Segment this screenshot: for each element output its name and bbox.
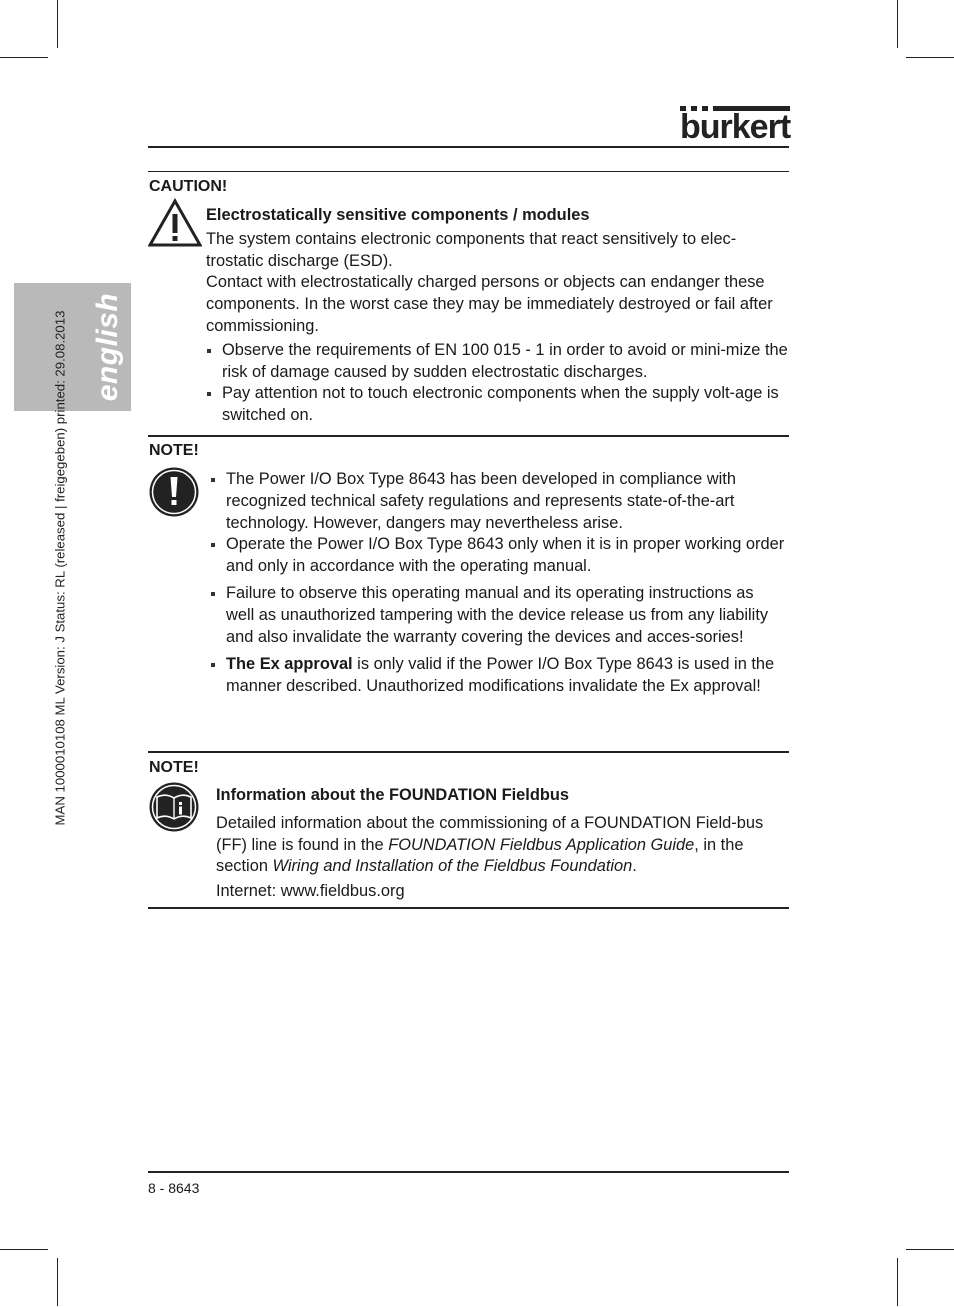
note2-paragraph bbox=[216, 813, 781, 878]
burkert-logo bbox=[680, 106, 791, 146]
crop-mark bbox=[906, 1249, 954, 1250]
crop-mark bbox=[0, 57, 48, 58]
divider bbox=[148, 171, 789, 172]
caution-paragraph: Contact with electrostatically charged persons or objects can endanger these components. In the worst case they may be immediately destroyed or fail after commissioning. bbox=[206, 273, 773, 335]
list-item: Observe the requirements of EN 100 015 - 1 in order to avoid or mini-mize the risk of damage caused by sudden electrostatic discharges. bbox=[206, 340, 791, 384]
note2-content bbox=[216, 785, 781, 903]
guide-title: FOUNDATION Fieldbus Application Guide bbox=[388, 835, 695, 854]
caution-heading: Electrostatically sensitive components / modules bbox=[206, 206, 590, 224]
note1-content bbox=[210, 469, 785, 698]
divider bbox=[148, 435, 789, 437]
list-item: Failure to observe this operating manual and its operating instructions as well as unauthorized tampering with the device release us from any liability and also invalidate the warranty covering the devices and acces-sories! bbox=[210, 583, 785, 648]
note1-bullet-list bbox=[210, 469, 785, 698]
caution-label: CAUTION! bbox=[149, 178, 228, 195]
crop-mark bbox=[897, 0, 898, 48]
paragraph-text: Detailed information about the commissioning of a FOUNDATION Field-bus (FF) line is found in the bbox=[216, 813, 764, 854]
crop-mark bbox=[906, 57, 954, 58]
warning-triangle-icon bbox=[148, 198, 202, 248]
footer-rule bbox=[148, 1171, 789, 1173]
ex-approval-bold: The Ex approval bbox=[226, 655, 353, 674]
note-label: NOTE! bbox=[149, 442, 199, 459]
paragraph-text: , in the section bbox=[216, 835, 744, 876]
crop-mark bbox=[57, 0, 58, 48]
language-tab-label: english bbox=[91, 292, 124, 402]
note-label: NOTE! bbox=[149, 759, 199, 776]
crop-mark bbox=[57, 1258, 58, 1306]
header-rule bbox=[148, 146, 789, 148]
page-number: 8 - 8643 bbox=[148, 1180, 200, 1196]
note2-heading: Information about the FOUNDATION Fieldbus bbox=[216, 786, 569, 804]
logo-text: burkert bbox=[680, 108, 791, 146]
exclamation-circle-icon bbox=[148, 466, 200, 518]
list-item: Operate the Power I/O Box Type 8643 only when it is in proper working order and only in accordance with the operating manual. bbox=[210, 534, 785, 578]
ex-approval-text: is only valid if the Power I/O Box Type 8643 is used in the manner described. Unauthorized modifications invalidate the Ex approval! bbox=[226, 655, 775, 696]
info-book-icon bbox=[148, 781, 200, 833]
crop-mark bbox=[897, 1258, 898, 1306]
paragraph-text: . bbox=[632, 857, 637, 876]
list-item: Pay attention not to touch electronic components when the supply volt-age is switched on. bbox=[206, 383, 791, 427]
divider bbox=[148, 751, 789, 753]
caution-bullet-list bbox=[206, 340, 791, 427]
caution-paragraph: The system contains electronic components that react sensitively to elec-trostatic discharge (ESD). bbox=[206, 229, 737, 270]
list-item: The Power I/O Box Type 8643 has been developed in compliance with recognized technical safety regulations and represents state-of-the-art technology. However, dangers may nevertheless arise. bbox=[210, 469, 785, 534]
section-title: Wiring and Installation of the Fieldbus Foundation bbox=[272, 857, 633, 876]
crop-mark bbox=[0, 1249, 48, 1250]
caution-content bbox=[206, 205, 791, 427]
divider bbox=[148, 907, 789, 909]
list-item bbox=[210, 654, 785, 698]
internet-line: Internet: www.fieldbus.org bbox=[216, 882, 405, 901]
document-meta: MAN 1000010108 ML Version: J Status: RL (released | freigegeben) printed: 29.08.2013 bbox=[52, 310, 68, 826]
